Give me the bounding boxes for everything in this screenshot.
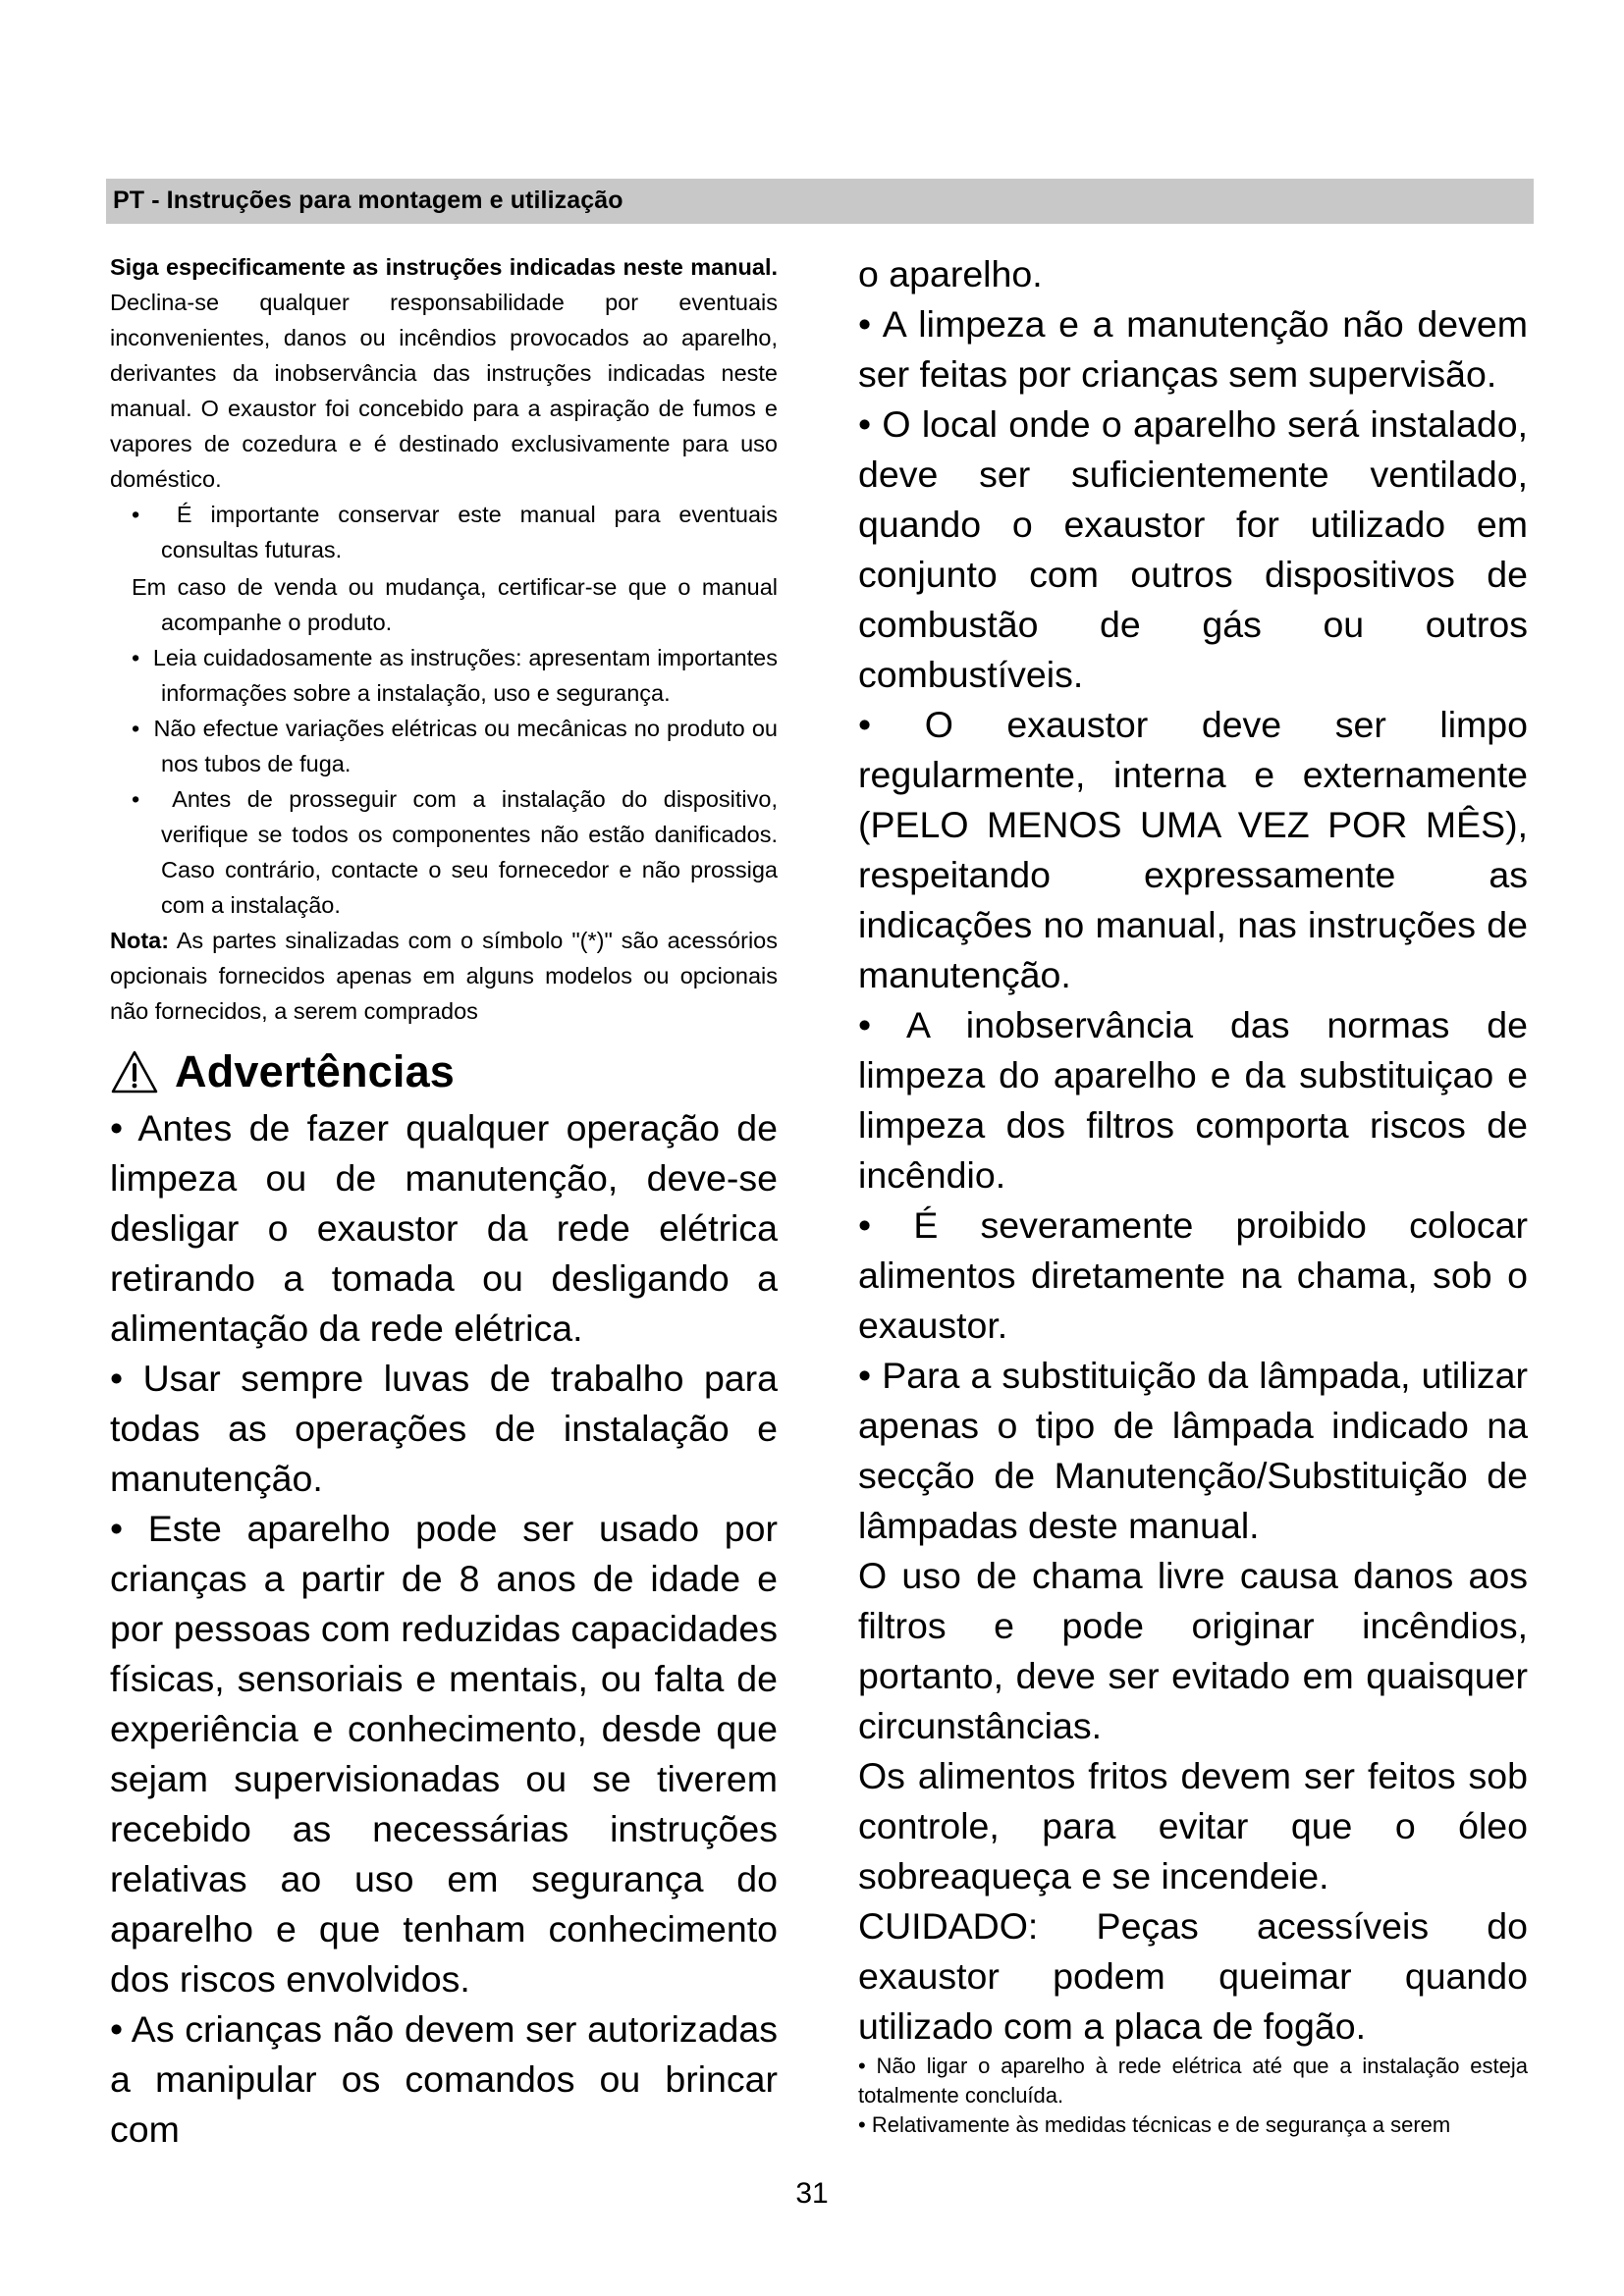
intro-text: Declina-se qualquer responsabilidade por eventuais inconvenientes, danos ou incêndios provocados ao aparelho, derivantes da inobservância das instruções indicadas neste manual. O exaustor foi concebido para a aspiração de fumos e vapores de cozedura e é destinado exclusivamente para uso doméstico. <box>110 290 778 492</box>
bullet-dot: • <box>132 645 153 670</box>
bullet-item <box>110 781 778 923</box>
left-column <box>110 249 778 2155</box>
warning-paragraph: • Antes de fazer qualquer operação de limpeza ou de manutenção, deve-se desligar o exaustor da rede elétrica retirando a tomada ou desligando a alimentação da rede elétrica. <box>110 1107 778 1349</box>
warning-paragraph: o aparelho. <box>858 253 1043 294</box>
bullet-item <box>110 711 778 781</box>
warning-paragraph: • Para a substituição da lâmpada, utilizar apenas o tipo de lâmpada indicado na secção de Manutenção/Substituição de lâmpadas deste manual. <box>858 1355 1528 1546</box>
bullet-text: Em caso de venda ou mudança, certificar-se que o manual acompanhe o produto. <box>132 574 778 635</box>
bullet-item <box>110 569 778 640</box>
bullet-dot: • <box>132 716 154 741</box>
bullet-text: É importante conservar este manual para eventuais consultas futuras. <box>161 502 778 562</box>
warning-paragraph: • Este aparelho pode ser usado por crianças a partir de 8 anos de idade e por pessoas com reduzidas capacidades físicas, sensoriais e mentais, ou falta de experiência e conhecimento, desde que sejam supervisionadas ou se tiverem recebido as necessárias instruções relativas ao uso em segurança do aparelho e que tenham conhecimento dos riscos envolvidos. <box>110 1508 778 2000</box>
warning-paragraph: Os alimentos fritos devem ser feitos sob controle, para evitar que o óleo sobreaqueça e se incendeie. <box>858 1755 1528 1896</box>
warnings-heading <box>110 1041 778 1103</box>
section-header-bar <box>106 179 1534 224</box>
small-warning-paragraph: • Relativamente às medidas técnicas e de segurança a serem <box>858 2112 1451 2137</box>
warning-paragraph: • O exaustor deve ser limpo regularmente, interna e externamente (PELO MENOS UMA VEZ POR MÊS), respeitando expressamente as indicações no manual, nas instruções de manutenção. <box>858 704 1528 995</box>
warning-paragraph: • As crianças não devem ser autorizadas a manipular os comandos ou brincar com <box>110 2008 778 2150</box>
note-paragraph <box>110 923 778 1029</box>
bullet-dot: • <box>132 786 173 812</box>
warning-paragraph: • O local onde o aparelho será instalado, deve ser suficientemente ventilado, quando o exaustor for utilizado em conjunto com outros dispositivos de combustão de gás ou outros combustíveis. <box>858 403 1528 695</box>
warning-paragraph: • É severamente proibido colocar alimentos diretamente na chama, sob o exaustor. <box>858 1204 1528 1346</box>
intro-bold-lead: Siga especificamente as instruções indicadas neste manual. <box>110 254 778 280</box>
intro-paragraph <box>110 249 778 497</box>
bullet-item <box>110 640 778 711</box>
note-text: As partes sinalizadas com o símbolo "(*)" são acessórios opcionais fornecidos apenas em alguns modelos ou opcionais não fornecidos, a serem comprados <box>110 928 778 1024</box>
warning-paragraph: • Usar sempre luvas de trabalho para todas as operações de instalação e manutenção. <box>110 1358 778 1499</box>
bullet-item <box>110 497 778 567</box>
right-column <box>858 249 1528 2140</box>
warning-paragraph: CUIDADO: Peças acessíveis do exaustor podem queimar quando utilizado com a placa de fogão. <box>858 1905 1528 2047</box>
note-label: Nota: <box>110 928 170 953</box>
small-warning-paragraph: • Não ligar o aparelho à rede elétrica até que a instalação esteja totalmente concluída. <box>858 2054 1528 2108</box>
warnings-title: Advertências <box>175 1046 456 1096</box>
warning-paragraph: • A limpeza e a manutenção não devem ser feitas por crianças sem supervisão. <box>858 303 1528 395</box>
bullet-text: Antes de prosseguir com a instalação do dispositivo, verifique se todos os componentes não estão danificados. Caso contrário, contacte o seu fornecedor e não prossiga com a instalação. <box>161 786 778 918</box>
bullet-text: Não efectue variações elétricas ou mecânicas no produto ou nos tubos de fuga. <box>153 716 778 776</box>
warning-paragraph: O uso de chama livre causa danos aos filtros e pode originar incêndios, portanto, deve ser evitado em quaisquer circunstâncias. <box>858 1555 1528 1746</box>
section-title: PT - Instruções para montagem e utilização <box>113 187 623 214</box>
warning-paragraph: • A inobservância das normas de limpeza do aparelho e da substituiçao e limpeza dos filtros comporta riscos de incêndio. <box>858 1004 1528 1196</box>
bullet-dot: • <box>132 502 177 527</box>
warning-triangle-icon <box>110 1049 159 1095</box>
page-number: 31 <box>795 2177 829 2210</box>
bullet-text: Leia cuidadosamente as instruções: apresentam importantes informações sobre a instalação, uso e segurança. <box>152 645 778 706</box>
